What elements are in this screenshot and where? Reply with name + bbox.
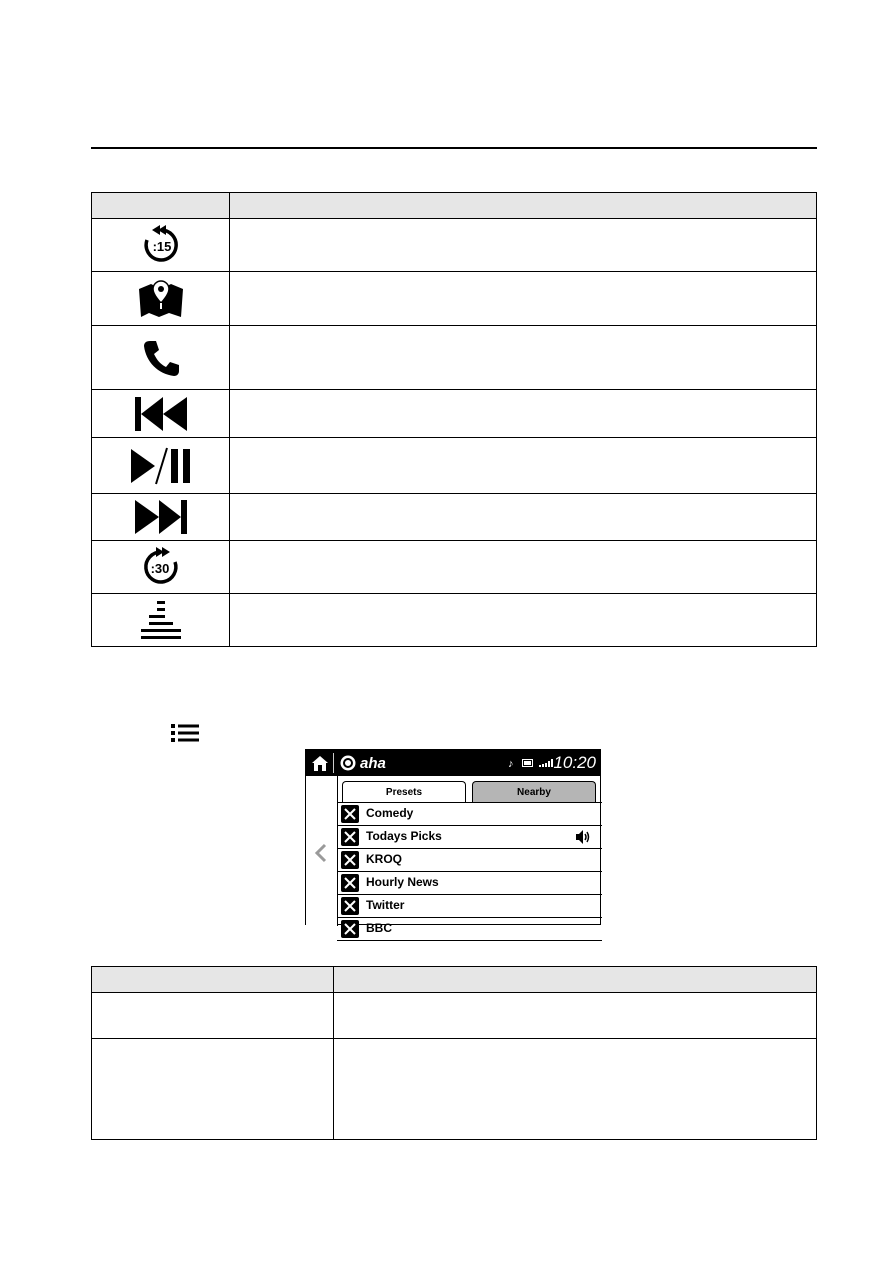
phone-icon [141,338,181,378]
signal-icon [539,759,553,767]
station-thumbnail-icon [341,874,359,892]
description-cell [230,272,817,326]
list-item[interactable] [337,872,602,895]
description-cell [230,219,817,272]
skip-back-icon [133,396,189,432]
tab-nearby[interactable]: Nearby [472,781,596,802]
bottom-table [91,966,817,1140]
app-name: aha [360,755,386,772]
battery-icon [522,759,534,767]
play-pause-icon [129,446,193,486]
status-separator [333,753,334,773]
station-label: Twitter [366,898,405,912]
music-note-icon: ♪ [508,758,514,770]
forward-30-icon [140,546,182,588]
bottom-table-header [92,967,817,993]
table-row [92,993,817,1039]
item-cell [92,993,334,1039]
chevron-left-icon [315,843,327,863]
description-cell [334,993,817,1039]
table-row [92,326,817,390]
table-row [92,438,817,494]
station-label: Hourly News [366,875,439,889]
description-cell [230,494,817,541]
bottom-table-header-description [334,967,817,993]
station-list [337,803,602,941]
list-icon [171,724,199,742]
icon-table [91,192,817,647]
top-rule [91,147,817,149]
station-label: Todays Picks [366,829,442,843]
icon-table-header [92,193,817,219]
station-thumbnail-icon [341,851,359,869]
svg-text::15: :15 [152,239,171,254]
description-cell [230,438,817,494]
table-row [92,494,817,541]
table-row [92,541,817,594]
station-thumbnail-icon [341,828,359,846]
status-bar [306,750,600,776]
table-row [92,390,817,438]
description-cell [230,326,817,390]
aha-logo-icon [340,755,356,771]
list-item[interactable] [337,803,602,826]
station-thumbnail-icon [341,920,359,938]
table-row [92,272,817,326]
description-cell [230,541,817,594]
description-cell [230,594,817,647]
station-label: Comedy [366,806,414,820]
list-item[interactable] [337,849,602,872]
list-item[interactable] [337,826,602,849]
list-item[interactable] [337,918,602,941]
station-label: KROQ [366,852,402,866]
home-icon[interactable] [312,756,328,771]
clock: 10:20 [553,753,596,772]
table-row [92,594,817,647]
station-thumbnail-icon [341,805,359,823]
icon-table-header-icon [92,193,230,219]
icon-table-header-description [230,193,817,219]
replay-15-icon [140,224,182,266]
item-cell [92,1039,334,1140]
list-item[interactable] [337,895,602,918]
station-label: BBC [366,921,392,935]
table-row [92,1039,817,1140]
back-button[interactable] [306,776,338,926]
svg-text::30: :30 [150,561,169,576]
map-pin-icon [137,279,185,319]
skip-forward-icon [133,499,189,535]
equalizer-icon [137,599,185,641]
description-cell [334,1039,817,1140]
bottom-table-header-item [92,967,334,993]
table-row [92,219,817,272]
status-icons [508,758,553,770]
aha-screen [305,749,601,935]
speaker-icon [576,830,592,844]
tab-presets[interactable]: Presets [342,781,466,803]
description-cell [230,390,817,438]
station-thumbnail-icon [341,897,359,915]
